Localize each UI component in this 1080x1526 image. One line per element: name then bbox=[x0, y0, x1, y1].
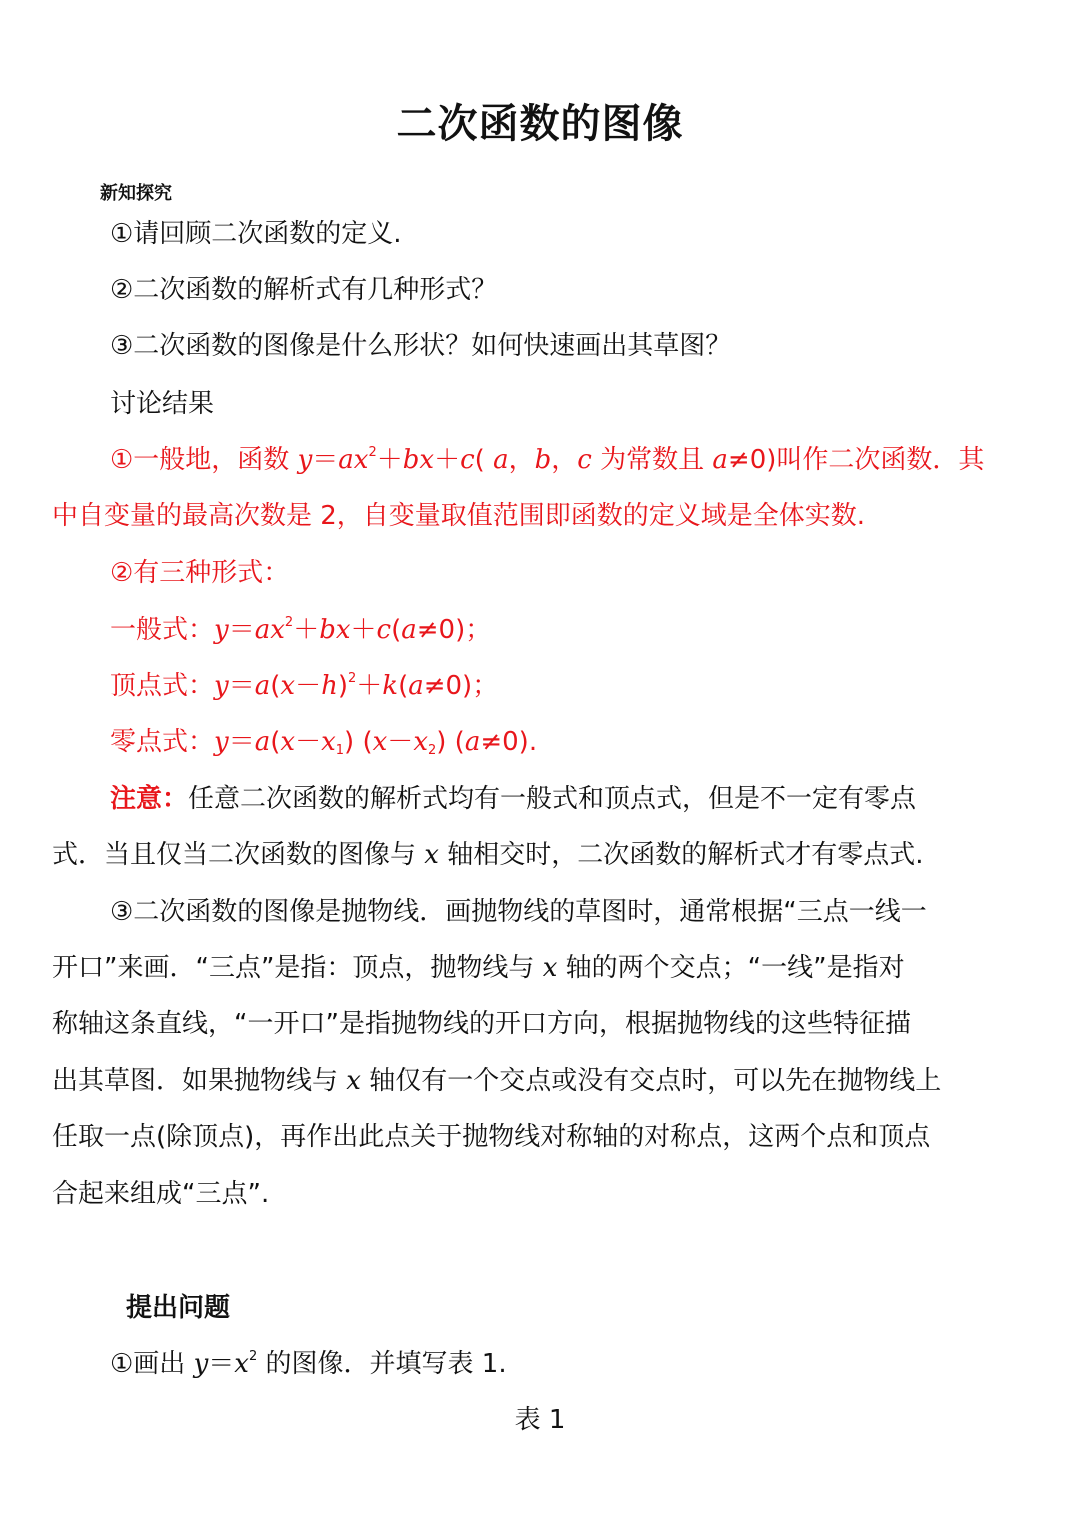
result-3-line-3: 称轴这条直线，“一开口”是指抛物线的开口方向，根据抛物线的这些特征描 bbox=[52, 1009, 911, 1039]
op-eq: ＝ bbox=[228, 727, 255, 757]
paren-open: ( bbox=[270, 671, 281, 701]
var-x: x bbox=[424, 840, 439, 870]
op-plus: ＋ bbox=[293, 615, 320, 645]
zero-form-label: 零点式： bbox=[110, 727, 215, 757]
zero-form bbox=[110, 724, 1080, 760]
result-3-text-2b: 轴的两个交点；“一线”是指对 bbox=[557, 953, 905, 983]
var-a: a bbox=[254, 671, 271, 701]
result-1-line-2: 中自变量的最高次数是 2，自变量取值范围即函数的定义域是全体实数. bbox=[52, 501, 866, 531]
paren-open: ( bbox=[354, 727, 373, 757]
result-1-text-mid: 为常数且 bbox=[591, 445, 713, 475]
paren-close: ) bbox=[344, 727, 355, 757]
exp-2: 2 bbox=[284, 615, 294, 630]
discussion-heading: 讨论结果 bbox=[110, 389, 215, 419]
section-label-new-knowledge: 新知探究 bbox=[100, 183, 172, 204]
var-c: c bbox=[460, 445, 475, 475]
problem-1-text-a: ①画出 bbox=[110, 1349, 194, 1379]
comma: ， bbox=[508, 445, 535, 475]
table-caption: 表 1 bbox=[514, 1405, 566, 1435]
subscript-2: 2 bbox=[427, 743, 437, 758]
page-title: 二次函数的图像 bbox=[396, 101, 684, 147]
term-ax: ax bbox=[254, 615, 285, 645]
subscript-1: 1 bbox=[335, 743, 345, 758]
var-a: a bbox=[408, 671, 424, 701]
result-2-heading: ②有三种形式： bbox=[110, 558, 290, 588]
var-a: a bbox=[712, 445, 728, 475]
var-x: x bbox=[542, 953, 558, 983]
note-line-2 bbox=[52, 837, 1042, 873]
var-x2: x bbox=[413, 727, 428, 757]
condition: ≠0)； bbox=[423, 671, 499, 701]
paren-open: ( bbox=[270, 727, 281, 757]
var-y: y bbox=[297, 445, 313, 475]
var-y: y bbox=[214, 671, 229, 701]
problem-heading: 提出问题 bbox=[126, 1293, 231, 1323]
op-minus: － bbox=[295, 671, 322, 701]
paren-open: ( bbox=[398, 671, 409, 701]
question-2: ②二次函数的解析式有几种形式？ bbox=[110, 275, 498, 305]
result-1-line-1 bbox=[110, 442, 1080, 478]
question-3: ③二次函数的图像是什么形状？如何快速画出其草图？ bbox=[110, 331, 732, 361]
note-text-1: 任意二次函数的解析式均有一般式和顶点式，但是不一定有零点 bbox=[188, 784, 917, 814]
comma: ， bbox=[551, 445, 578, 475]
term-bx: bx bbox=[319, 615, 351, 645]
note-line-1 bbox=[110, 781, 1080, 817]
var-x: x bbox=[234, 1349, 249, 1379]
paren-close: ) bbox=[337, 671, 348, 701]
note-text-2a: 式．当且仅当二次函数的图像与 bbox=[52, 840, 425, 870]
var-a: a bbox=[401, 615, 417, 645]
op-minus: － bbox=[387, 727, 414, 757]
condition: ≠0)； bbox=[416, 615, 492, 645]
note-label: 注意： bbox=[110, 784, 189, 814]
result-3-text-4b: 轴仅有一个交点或没有交点时，可以先在抛物线上 bbox=[360, 1066, 942, 1096]
paren-open: ( bbox=[446, 727, 465, 757]
op-plus: ＋ bbox=[356, 671, 383, 701]
vertex-form bbox=[110, 668, 1080, 704]
question-1: ①请回顾二次函数的定义. bbox=[110, 219, 402, 249]
op-eq: ＝ bbox=[312, 445, 339, 475]
general-form-label: 一般式： bbox=[110, 615, 215, 645]
var-b: b bbox=[402, 445, 420, 475]
general-form bbox=[110, 612, 1080, 648]
op-plus: ＋ bbox=[350, 615, 377, 645]
var-k: k bbox=[382, 671, 399, 701]
result-3-text-2a: 开口”来画．“三点”是指：顶点，抛物线与 bbox=[52, 953, 543, 983]
problem-1-text-b: 的图像．并填写表 1. bbox=[257, 1349, 507, 1379]
result-3-line-6: 合起来组成“三点”. bbox=[52, 1179, 270, 1209]
result-3-line-2 bbox=[52, 950, 1042, 986]
op-eq: ＝ bbox=[228, 615, 255, 645]
op-minus: － bbox=[295, 727, 322, 757]
problem-1 bbox=[110, 1346, 1080, 1382]
var-x: x bbox=[280, 727, 296, 757]
op-eq: ＝ bbox=[228, 671, 255, 701]
result-1-text-a: ①一般地，函数 bbox=[110, 445, 298, 475]
paren-open: ( bbox=[391, 615, 402, 645]
var-y: y bbox=[193, 1349, 209, 1379]
op-plus: ＋ bbox=[376, 445, 403, 475]
var-x1: x bbox=[321, 727, 336, 757]
var-y: y bbox=[214, 615, 229, 645]
var-x: x bbox=[372, 727, 388, 757]
var-b: b bbox=[534, 445, 552, 475]
var-y: y bbox=[214, 727, 229, 757]
exp-2: 2 bbox=[348, 671, 357, 686]
condition: ≠0). bbox=[480, 727, 538, 757]
var-a: a bbox=[254, 727, 271, 757]
result-3-line-5: 任取一点(除顶点)，再作出此点关于抛物线对称轴的对称点，这两个点和顶点 bbox=[52, 1122, 931, 1152]
var-x: x bbox=[346, 1066, 361, 1096]
op-plus: ＋ bbox=[434, 445, 461, 475]
result-3-text-4a: 出其草图．如果抛物线与 bbox=[52, 1066, 347, 1096]
result-1-text-end: ≠0)叫作二次函数．其 bbox=[727, 445, 985, 475]
exp-2: 2 bbox=[248, 1349, 258, 1364]
var-c: c bbox=[376, 615, 392, 645]
var-h: h bbox=[321, 671, 338, 701]
op-eq: ＝ bbox=[208, 1349, 235, 1379]
result-3-line-4 bbox=[52, 1063, 1042, 1099]
note-text-2b: 轴相交时，二次函数的解析式才有零点式. bbox=[438, 840, 924, 870]
term-ax: ax bbox=[338, 445, 369, 475]
var-c: c bbox=[577, 445, 592, 475]
var-a: a bbox=[493, 445, 509, 475]
paren-close: ) bbox=[436, 727, 447, 757]
var-a: a bbox=[464, 727, 481, 757]
paren-open: ( bbox=[474, 445, 494, 475]
var-x: x bbox=[280, 671, 296, 701]
result-3-line-1: ③二次函数的图像是抛物线．画抛物线的草图时，通常根据“三点一线一 bbox=[110, 897, 927, 927]
exp-2: 2 bbox=[368, 445, 377, 460]
var-x: x bbox=[419, 445, 435, 475]
vertex-form-label: 顶点式： bbox=[110, 671, 215, 701]
